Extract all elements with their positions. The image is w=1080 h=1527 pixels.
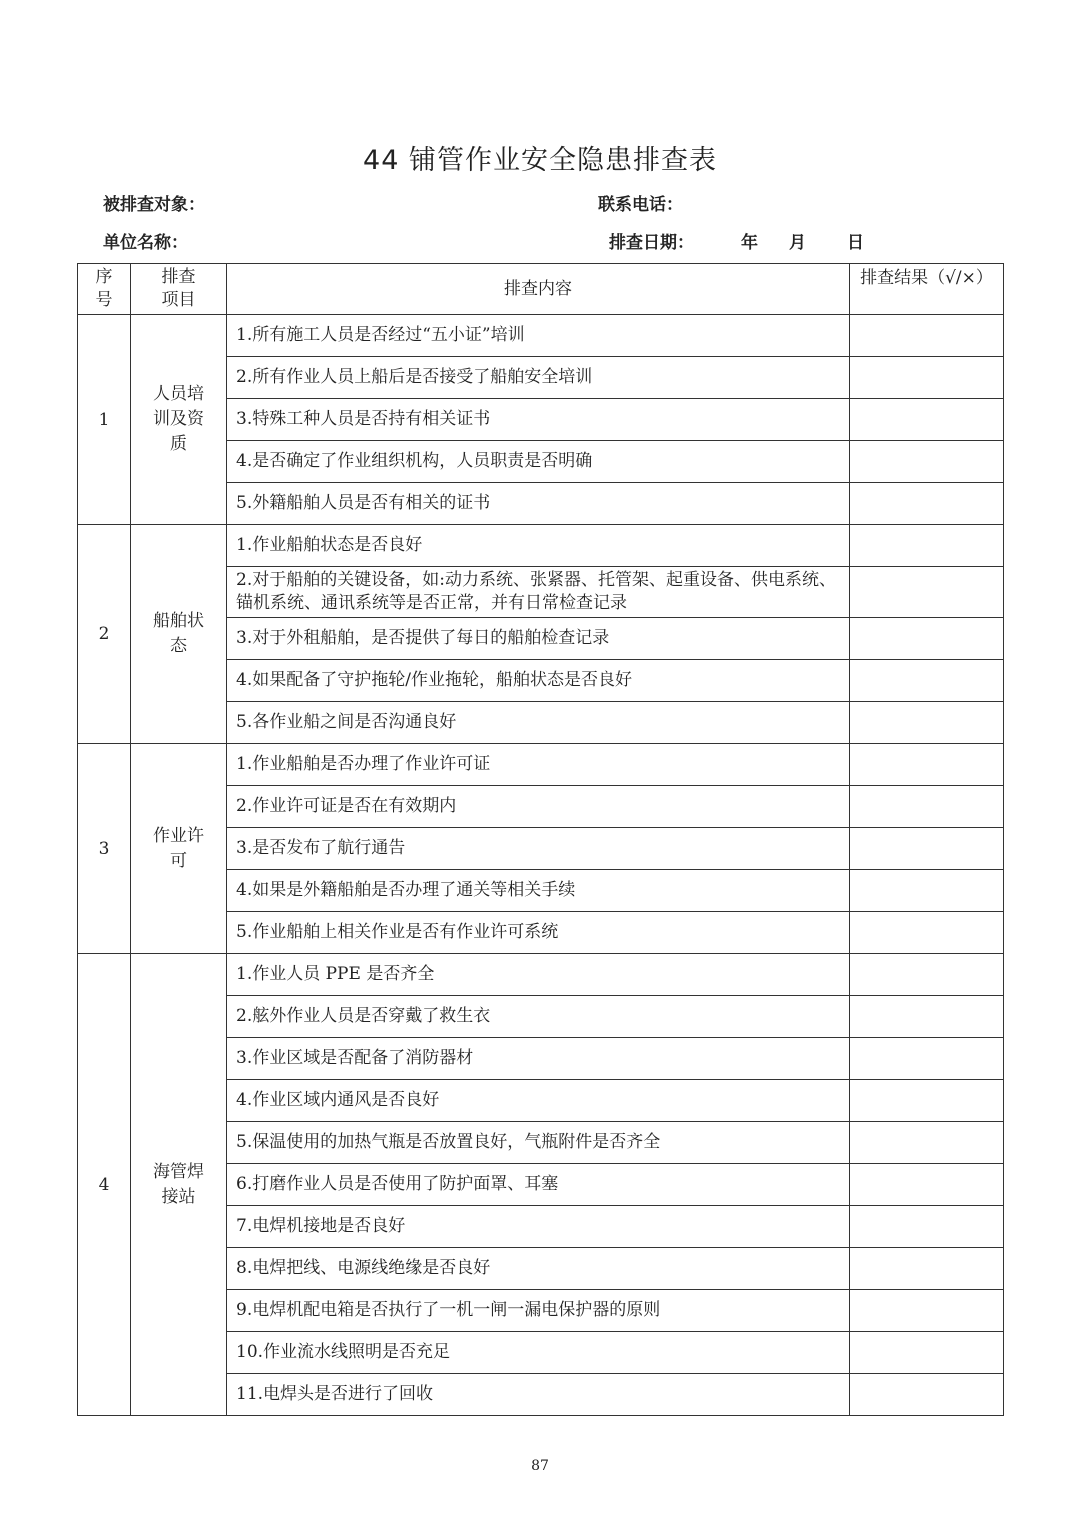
date-month: 月 xyxy=(789,233,806,253)
result-cell[interactable] xyxy=(850,483,1004,525)
check-item: 2.舷外作业人员是否穿戴了救生衣 xyxy=(227,996,850,1038)
result-cell[interactable] xyxy=(850,828,1004,870)
inspection-table xyxy=(77,263,1004,1416)
group-seq: 2 xyxy=(78,525,131,744)
result-cell[interactable] xyxy=(850,702,1004,744)
result-cell[interactable] xyxy=(850,1038,1004,1080)
table-row xyxy=(78,954,1004,996)
result-cell[interactable] xyxy=(850,660,1004,702)
check-item: 3.特殊工种人员是否持有相关证书 xyxy=(227,399,850,441)
result-cell[interactable] xyxy=(850,870,1004,912)
result-cell[interactable] xyxy=(850,618,1004,660)
result-cell[interactable] xyxy=(850,399,1004,441)
result-cell[interactable] xyxy=(850,744,1004,786)
table-row xyxy=(78,525,1004,567)
unit-label: 单位名称： xyxy=(103,233,188,253)
check-item: 5.外籍船舶人员是否有相关的证书 xyxy=(227,483,850,525)
group-seq: 1 xyxy=(78,315,131,525)
check-item: 4.如果是外籍船舶是否办理了通关等相关手续 xyxy=(227,870,850,912)
result-cell[interactable] xyxy=(850,1290,1004,1332)
result-cell[interactable] xyxy=(850,954,1004,996)
check-item: 9.电焊机配电箱是否执行了一机一闸一漏电保护器的原则 xyxy=(227,1290,850,1332)
group-category xyxy=(131,744,227,954)
table-body xyxy=(78,315,1004,1416)
check-item: 11.电焊头是否进行了回收 xyxy=(227,1374,850,1416)
date-label: 排查日期： xyxy=(609,233,694,253)
page-title: 44 铺管作业安全隐患排查表 xyxy=(363,145,717,176)
check-item: 5.各作业船之间是否沟通良好 xyxy=(227,702,850,744)
result-cell[interactable] xyxy=(850,441,1004,483)
phone-label: 联系电话： xyxy=(598,195,683,215)
check-item: 8.电焊把线、电源线绝缘是否良好 xyxy=(227,1248,850,1290)
group-category-label: 人员培训及资质 xyxy=(153,384,204,454)
result-cell[interactable] xyxy=(850,1374,1004,1416)
result-cell[interactable] xyxy=(850,1332,1004,1374)
check-item: 4.是否确定了作业组织机构，人员职责是否明确 xyxy=(227,441,850,483)
group-seq: 3 xyxy=(78,744,131,954)
check-item: 4.作业区域内通风是否良好 xyxy=(227,1080,850,1122)
check-item: 3.是否发布了航行通告 xyxy=(227,828,850,870)
check-item: 7.电焊机接地是否良好 xyxy=(227,1206,850,1248)
result-cell[interactable] xyxy=(850,567,1004,618)
result-cell[interactable] xyxy=(850,1080,1004,1122)
check-item: 1.所有施工人员是否经过“五小证”培训 xyxy=(227,315,850,357)
check-item: 3.对于外租船舶，是否提供了每日的船舶检查记录 xyxy=(227,618,850,660)
group-category-label: 海管焊接站 xyxy=(153,1161,204,1207)
result-cell[interactable] xyxy=(850,525,1004,567)
check-item: 1.作业船舶是否办理了作业许可证 xyxy=(227,744,850,786)
result-cell[interactable] xyxy=(850,315,1004,357)
result-cell[interactable] xyxy=(850,1164,1004,1206)
group-category-label: 船舶状态 xyxy=(153,611,204,656)
group-seq: 4 xyxy=(78,954,131,1416)
page-number: 87 xyxy=(531,1458,549,1474)
check-item: 4.如果配备了守护拖轮/作业拖轮，船舶状态是否良好 xyxy=(227,660,850,702)
result-cell[interactable] xyxy=(850,996,1004,1038)
check-item: 6.打磨作业人员是否使用了防护面罩、耳塞 xyxy=(227,1164,850,1206)
header-item: 排查项目 xyxy=(131,264,227,315)
result-cell[interactable] xyxy=(850,912,1004,954)
check-item: 2.对于船舶的关键设备，如:动力系统、张紧器、托管架、起重设备、供电系统、锚机系统、通讯系统等是否正常，并有日常检查记录 xyxy=(227,567,850,618)
group-category xyxy=(131,525,227,744)
group-category-label: 作业许可 xyxy=(153,825,204,871)
group-category xyxy=(131,315,227,525)
result-cell[interactable] xyxy=(850,786,1004,828)
result-cell[interactable] xyxy=(850,1122,1004,1164)
result-cell[interactable] xyxy=(850,1248,1004,1290)
header-result: 排查结果（√/×） xyxy=(850,264,1004,315)
result-cell[interactable] xyxy=(850,1206,1004,1248)
result-cell[interactable] xyxy=(850,357,1004,399)
date-day: 日 xyxy=(847,233,864,253)
check-item: 1.作业船舶状态是否良好 xyxy=(227,525,850,567)
table-row xyxy=(78,315,1004,357)
table-row xyxy=(78,744,1004,786)
header-content: 排查内容 xyxy=(227,264,850,315)
check-item: 3.作业区域是否配备了消防器材 xyxy=(227,1038,850,1080)
header-seq: 序号 xyxy=(78,264,131,315)
date-year: 年 xyxy=(741,233,758,253)
check-item: 5.保温使用的加热气瓶是否放置良好，气瓶附件是否齐全 xyxy=(227,1122,850,1164)
check-item: 5.作业船舶上相关作业是否有作业许可系统 xyxy=(227,912,850,954)
check-item: 2.所有作业人员上船后是否接受了船舶安全培训 xyxy=(227,357,850,399)
group-category xyxy=(131,954,227,1416)
check-item: 1.作业人员 PPE 是否齐全 xyxy=(227,954,850,996)
target-label: 被排查对象： xyxy=(103,195,205,215)
check-item: 2.作业许可证是否在有效期内 xyxy=(227,786,850,828)
check-item: 10.作业流水线照明是否充足 xyxy=(227,1332,850,1374)
